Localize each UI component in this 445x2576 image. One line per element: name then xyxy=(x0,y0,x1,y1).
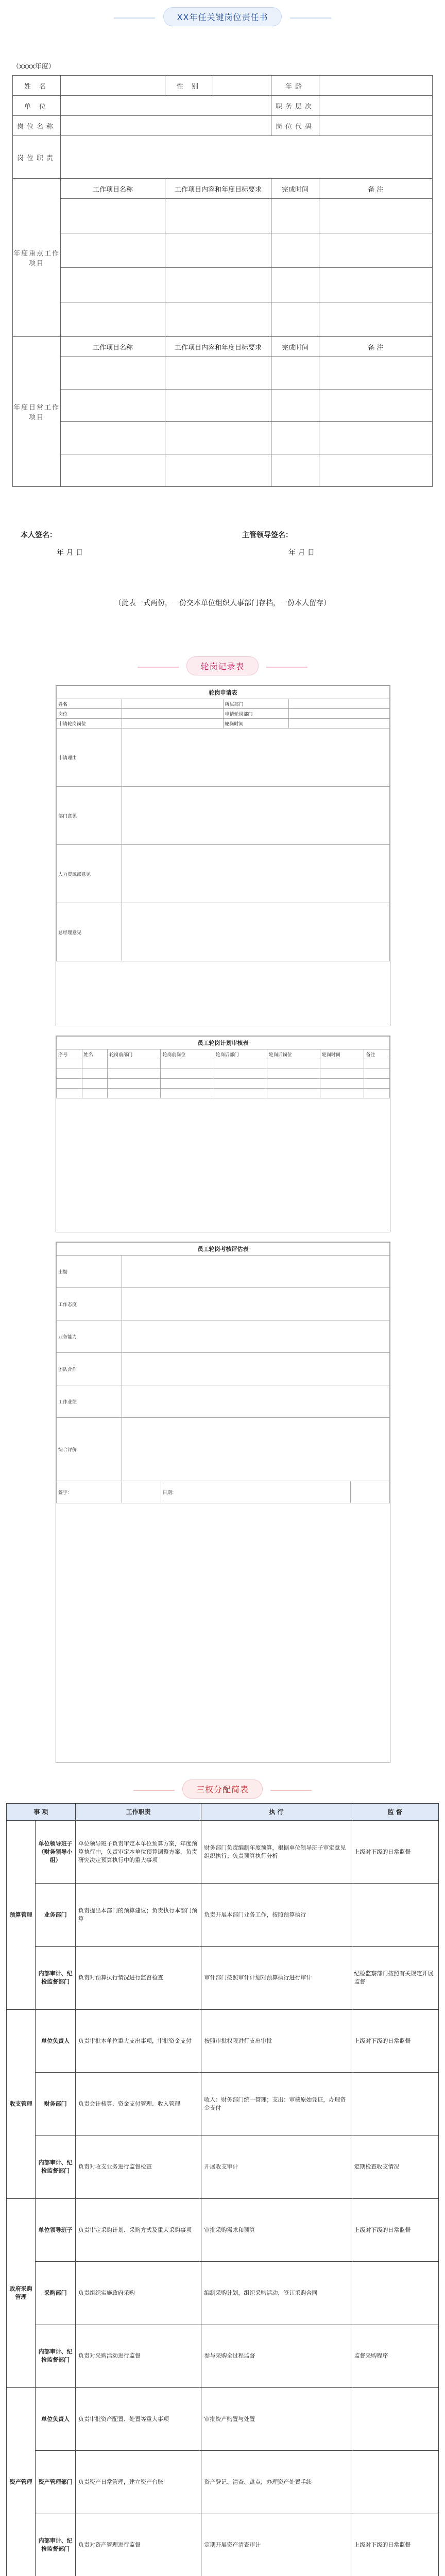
table-cell[interactable] xyxy=(319,389,433,422)
duty-cell: 负责提出本部门的预算建议；负责执行本部门预算 xyxy=(75,1884,201,1946)
supervise-cell: 上级对下级的日常监督 xyxy=(351,2009,439,2072)
table-cell[interactable] xyxy=(57,1079,82,1089)
table-body xyxy=(7,1821,439,2576)
duty-cell: 负责审定采购计划、采购方式及重大采购事项 xyxy=(75,2198,201,2261)
divider xyxy=(138,667,179,668)
field-value[interactable] xyxy=(122,709,224,719)
table-cell[interactable] xyxy=(320,1069,364,1079)
col-header: 工作项目名称 xyxy=(61,179,165,199)
col-header: 轮岗后岗位 xyxy=(267,1049,320,1059)
role-cell: 业务部门 xyxy=(36,1884,76,1946)
post-code-value[interactable] xyxy=(319,116,433,136)
role-cell: 单位负责人 xyxy=(36,2387,76,2450)
post-code-label: 岗位代码 xyxy=(271,116,319,136)
col-header: 轮岗前部门 xyxy=(108,1049,161,1059)
col-header: 轮岗前岗位 xyxy=(161,1049,214,1059)
doc3-title: 三权分配简表 xyxy=(182,1780,263,1799)
exec-cell: 参与采购全过程监督 xyxy=(201,2325,351,2387)
table-cell[interactable] xyxy=(267,1059,320,1069)
col-header-exec: 执 行 xyxy=(201,1804,351,1821)
field-value[interactable] xyxy=(122,787,390,845)
date-value[interactable] xyxy=(351,1481,390,1503)
exec-cell: 审批资产购置与处置 xyxy=(201,2387,351,2450)
field-label: 轮岗时间 xyxy=(223,719,288,728)
role-cell: 采购部门 xyxy=(36,2262,76,2325)
table-row xyxy=(7,1884,439,1946)
eval-value[interactable] xyxy=(122,1256,390,1288)
supervise-cell: 上级对下级的日常监督 xyxy=(351,2198,439,2261)
table-cell[interactable] xyxy=(165,422,271,454)
field-label: 总经理意见 xyxy=(57,903,122,961)
exec-cell: 财务部门负责编制年度预算，根据单位领导班子审定意见组织执行；负责预算执行分析 xyxy=(201,1821,351,1884)
date-label: 日期： xyxy=(161,1481,350,1503)
exec-cell: 负责开展本部门业务工作，按照预算执行 xyxy=(201,1884,351,1946)
col-header: 序号 xyxy=(57,1049,82,1059)
archive-note: （此表一式两份，一份交本单位组织人事部门存档，一份本人留存） xyxy=(114,599,331,607)
field-value[interactable] xyxy=(122,699,224,709)
eval-value[interactable] xyxy=(122,1385,390,1418)
table-cell[interactable] xyxy=(82,1089,108,1098)
field-value[interactable] xyxy=(122,845,390,903)
table-cell[interactable] xyxy=(271,422,319,454)
col-header: 备 注 xyxy=(319,179,433,199)
col-header: 工作项目内容和年度目标要求 xyxy=(165,337,271,357)
key-projects-label: 年度重点工作项目 xyxy=(13,179,61,337)
age-value[interactable] xyxy=(319,76,433,96)
category-cell: 资产管理 xyxy=(7,2387,36,2576)
table-cell[interactable] xyxy=(57,1089,82,1098)
duty-cell: 单位领导班子负责审定本单位预算方案，年度预算执行中，负责审定本单位预算调整方案，负责研究决定预算执行中的重大事项 xyxy=(75,1821,201,1884)
table-cell[interactable] xyxy=(165,268,271,302)
supervise-cell: 上级对下级的日常监督 xyxy=(351,2514,439,2576)
role-cell: 内部审计、纪检监督部门 xyxy=(36,2136,76,2198)
col-header: 备 注 xyxy=(319,337,433,357)
table-row xyxy=(7,2009,439,2072)
table-cell[interactable] xyxy=(319,268,433,302)
field-label: 岗位 xyxy=(57,709,122,719)
supervise-cell: 监督采购程序 xyxy=(351,2325,439,2387)
table-cell[interactable] xyxy=(271,302,319,337)
duty-cell: 负责审批本单位重大支出事项，审批资金支付 xyxy=(75,2009,201,2072)
role-cell: 单位负责人 xyxy=(36,2009,76,2072)
field-label: 部门意见 xyxy=(57,787,122,845)
role-cell: 单位领导班子 xyxy=(36,2198,76,2261)
eval-value[interactable] xyxy=(122,1288,390,1320)
age-label: 年龄 xyxy=(271,76,319,96)
col-header: 轮岗后部门 xyxy=(214,1049,267,1059)
doc1-title-banner xyxy=(0,7,445,26)
table-cell[interactable] xyxy=(161,1069,214,1079)
table-cell[interactable] xyxy=(364,1089,390,1098)
date-boss: 年 月 日 xyxy=(288,549,315,557)
sign-self-label: 本人签名： xyxy=(21,531,57,539)
duty-cell: 负责资产日常管理，建立资产台账 xyxy=(75,2451,201,2514)
supervise-cell: 纪检监察部门按照有关规定开展监督 xyxy=(351,1946,439,2009)
table-cell[interactable] xyxy=(214,1089,267,1098)
power-allocation-table xyxy=(6,1803,439,2576)
duty-cell: 负责审批资产配置、处置等重大事项 xyxy=(75,2387,201,2450)
table-cell[interactable] xyxy=(82,1069,108,1079)
table-cell[interactable] xyxy=(364,1059,390,1069)
table-cell[interactable] xyxy=(61,199,165,233)
table-row xyxy=(7,1946,439,2009)
table-cell[interactable] xyxy=(271,199,319,233)
table-cell[interactable] xyxy=(271,357,319,389)
eval-item: 出勤 xyxy=(57,1256,122,1288)
exec-cell: 编制采购计划，组织采购活动，签订采购合同 xyxy=(201,2262,351,2325)
table-cell[interactable] xyxy=(108,1059,161,1069)
col-header-supervise: 监 督 xyxy=(351,1804,439,1821)
gender-label: 性 别 xyxy=(165,76,213,96)
duty-cell: 负责会计核算、资金支付管理、收入管理 xyxy=(75,2073,201,2136)
rotation-assessment-table xyxy=(56,1036,390,1232)
position-value[interactable] xyxy=(319,96,433,116)
table-cell[interactable] xyxy=(271,268,319,302)
table-row xyxy=(7,2451,439,2514)
role-cell: 资产管理部门 xyxy=(36,2451,76,2514)
table-cell[interactable] xyxy=(61,422,165,454)
table-cell[interactable] xyxy=(364,1079,390,1089)
col-header: 轮岗时间 xyxy=(320,1049,364,1059)
field-label: 申请理由 xyxy=(57,728,122,787)
post-name-value[interactable] xyxy=(61,116,271,136)
table-row xyxy=(7,2325,439,2387)
exec-cell: 资产登记、清查、盘点，办理资产处置手续 xyxy=(201,2451,351,2514)
doc1-title: XX年任关键岗位责任书 xyxy=(163,7,282,26)
table-cell[interactable] xyxy=(108,1089,161,1098)
table-row xyxy=(7,2073,439,2136)
field-label: 所属部门 xyxy=(223,699,288,709)
table-row xyxy=(7,2387,439,2450)
duty-cell: 负责对收支业务进行监督检查 xyxy=(75,2136,201,2198)
table-cell[interactable] xyxy=(108,1069,161,1079)
date-self: 年 月 日 xyxy=(57,549,83,557)
table-cell[interactable] xyxy=(271,454,319,487)
table-cell[interactable] xyxy=(267,1089,320,1098)
exec-cell: 审计部门按照审计计划对预算执行进行审计 xyxy=(201,1946,351,2009)
duty-cell: 负责对预算执行情况进行监督检查 xyxy=(75,1946,201,2009)
supervise-cell xyxy=(351,2387,439,2450)
eval-value[interactable] xyxy=(122,1353,390,1385)
post-name-label: 岗位名称 xyxy=(13,116,61,136)
supervise-cell: 定期检查收支情况 xyxy=(351,2136,439,2198)
assess-title: 员工轮岗计划审核表 xyxy=(57,1037,390,1049)
col-header: 备注 xyxy=(364,1049,390,1059)
table-cell[interactable] xyxy=(319,357,433,389)
exec-cell: 收入：财务部门统一管理；支出：审核原始凭证，办理资金支付 xyxy=(201,2073,351,2136)
col-header: 姓名 xyxy=(82,1049,108,1059)
table-cell[interactable] xyxy=(61,389,165,422)
table-cell[interactable] xyxy=(165,389,271,422)
supervise-cell: 上级对下级的日常监督 xyxy=(351,1821,439,1884)
eval-item: 团队合作 xyxy=(57,1353,122,1385)
table-cell[interactable] xyxy=(319,454,433,487)
role-cell: 单位领导班子（财务领导小组） xyxy=(36,1821,76,1884)
eval-item: 工作态度 xyxy=(57,1288,122,1320)
role-cell: 内部审计、纪检监督部门 xyxy=(36,2514,76,2576)
table-cell[interactable] xyxy=(61,357,165,389)
exec-cell: 定期开展资产清查审计 xyxy=(201,2514,351,2576)
table-cell[interactable] xyxy=(165,357,271,389)
table-cell[interactable] xyxy=(214,1069,267,1079)
table-cell[interactable] xyxy=(320,1079,364,1089)
table-cell[interactable] xyxy=(57,1059,82,1069)
role-cell: 内部审计、纪检监督部门 xyxy=(36,2325,76,2387)
supervise-cell xyxy=(351,2073,439,2136)
name-value[interactable] xyxy=(61,76,165,96)
exec-cell: 按照审批权限进行支出审批 xyxy=(201,2009,351,2072)
field-value[interactable] xyxy=(288,719,390,728)
responsibility-table xyxy=(12,75,433,487)
position-label: 职务层次 xyxy=(271,96,319,116)
category-cell: 收支管理 xyxy=(7,2009,36,2198)
divider xyxy=(270,1790,312,1791)
col-header-matter: 事 项 xyxy=(7,1804,76,1821)
table-cell[interactable] xyxy=(165,199,271,233)
table-cell[interactable] xyxy=(161,1059,214,1069)
field-value[interactable] xyxy=(122,903,390,961)
table-cell[interactable] xyxy=(319,233,433,268)
exec-cell: 审批采购需求和预算 xyxy=(201,2198,351,2261)
supervise-cell xyxy=(351,1884,439,1946)
field-value[interactable] xyxy=(122,719,224,728)
duty-label: 岗位职责 xyxy=(13,136,61,179)
table-row xyxy=(7,1821,439,1884)
field-label: 人力资源部意见 xyxy=(57,845,122,903)
table-cell[interactable] xyxy=(82,1079,108,1089)
duty-value[interactable] xyxy=(61,136,433,179)
table-cell[interactable] xyxy=(319,199,433,233)
table-row xyxy=(7,2136,439,2198)
table-cell[interactable] xyxy=(271,389,319,422)
col-header: 工作项目名称 xyxy=(61,337,165,357)
year-label: （xxxx年度） xyxy=(12,63,55,71)
eval-title: 员工轮岗考核评估表 xyxy=(57,1243,390,1256)
divider xyxy=(133,1790,175,1791)
table-cell[interactable] xyxy=(320,1059,364,1069)
role-cell: 内部审计、纪检监督部门 xyxy=(36,1946,76,2009)
duty-cell: 负责组织实施政府采购 xyxy=(75,2262,201,2325)
category-cell: 预算管理 xyxy=(7,1821,36,2010)
doc2-title: 轮岗记录表 xyxy=(186,656,258,675)
field-label: 姓名 xyxy=(57,699,122,709)
unit-value[interactable] xyxy=(61,96,271,116)
form-title: 轮岗申请表 xyxy=(57,686,390,699)
table-cell[interactable] xyxy=(161,1079,214,1089)
daily-projects-label: 年度日常工作项目 xyxy=(13,337,61,487)
signature-value[interactable] xyxy=(122,1481,161,1503)
rotation-application-form xyxy=(56,685,390,1026)
field-value[interactable] xyxy=(288,709,390,719)
col-header: 工作项目内容和年度目标要求 xyxy=(165,179,271,199)
gender-value[interactable] xyxy=(213,76,271,96)
table-cell[interactable] xyxy=(161,1089,214,1098)
divider xyxy=(114,18,155,19)
name-label: 姓 名 xyxy=(13,76,61,96)
table-cell[interactable] xyxy=(267,1069,320,1079)
eval-item: 综合评价 xyxy=(57,1418,122,1481)
eval-item: 工作业绩 xyxy=(57,1385,122,1418)
col-header-duty: 工作职责 xyxy=(75,1804,201,1821)
table-cell[interactable] xyxy=(61,454,165,487)
table-cell[interactable] xyxy=(61,233,165,268)
table-row xyxy=(7,2262,439,2325)
col-header: 完成时间 xyxy=(271,337,319,357)
field-label: 申请轮岗岗位 xyxy=(57,719,122,728)
divider xyxy=(290,18,331,19)
signature-label: 签字： xyxy=(57,1481,122,1503)
table-cell[interactable] xyxy=(271,233,319,268)
table-cell[interactable] xyxy=(267,1079,320,1089)
table-cell[interactable] xyxy=(214,1059,267,1069)
table-cell[interactable] xyxy=(165,302,271,337)
table-row xyxy=(7,2514,439,2576)
table-cell[interactable] xyxy=(165,454,271,487)
field-value[interactable] xyxy=(122,728,390,787)
eval-value[interactable] xyxy=(122,1320,390,1353)
table-cell[interactable] xyxy=(165,233,271,268)
table-cell[interactable] xyxy=(319,422,433,454)
table-cell[interactable] xyxy=(364,1069,390,1079)
category-cell: 政府采购管理 xyxy=(7,2198,36,2387)
unit-label: 单 位 xyxy=(13,96,61,116)
table-cell[interactable] xyxy=(82,1059,108,1069)
col-header: 完成时间 xyxy=(271,179,319,199)
table-cell[interactable] xyxy=(108,1079,161,1089)
eval-item: 业务能力 xyxy=(57,1320,122,1353)
doc2-title-banner xyxy=(0,656,445,675)
table-cell[interactable] xyxy=(319,302,433,337)
duty-cell: 负责对资产管理进行监督 xyxy=(75,2514,201,2576)
exec-cell: 开展收支审计 xyxy=(201,2136,351,2198)
eval-value[interactable] xyxy=(122,1418,390,1481)
supervise-cell xyxy=(351,2451,439,2514)
table-cell[interactable] xyxy=(320,1089,364,1098)
table-cell[interactable] xyxy=(61,302,165,337)
duty-cell: 负责对采购活动进行监督 xyxy=(75,2325,201,2387)
sign-boss-label: 主管领导签名： xyxy=(242,531,293,539)
table-cell[interactable] xyxy=(57,1069,82,1079)
table-cell[interactable] xyxy=(61,268,165,302)
table-row xyxy=(7,2198,439,2261)
field-label: 申请轮岗部门 xyxy=(223,709,288,719)
doc3-title-banner xyxy=(0,1780,445,1799)
field-value[interactable] xyxy=(288,699,390,709)
supervise-cell xyxy=(351,2262,439,2325)
role-cell: 财务部门 xyxy=(36,2073,76,2136)
rotation-evaluation-table xyxy=(56,1242,390,1763)
divider xyxy=(266,667,307,668)
table-cell[interactable] xyxy=(214,1079,267,1089)
